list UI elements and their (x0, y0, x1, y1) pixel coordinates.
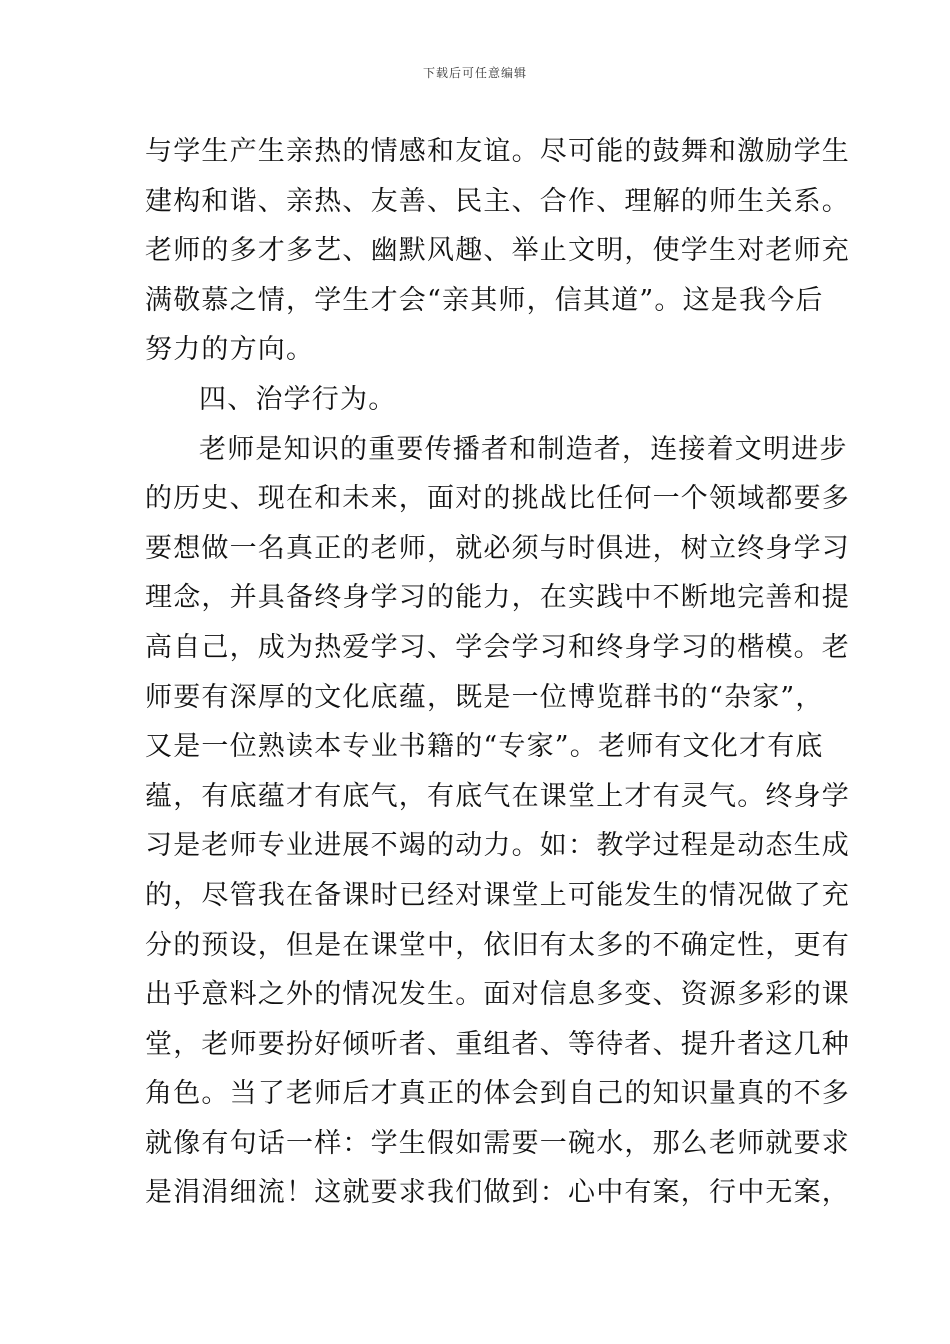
text-line: 分的预设，但是在课堂中，依旧有太多的不确定性，更有 (145, 929, 850, 961)
section-heading: 四、治学行为。 (199, 383, 397, 415)
text-line: 师要有深厚的文化底蕴，既是一位博览群书的“杂家”， (145, 681, 824, 713)
text-line: 与学生产生亲热的情感和友谊。尽可能的鼓舞和激励学生 (145, 136, 850, 167)
document-body (145, 127, 850, 1218)
text-line: 是涓涓细流！这就要求我们做到：心中有案，行中无案， (145, 1177, 850, 1209)
text-line: 的历史、现在和未来，面对的挑战比任何一个领域都要多 (145, 483, 850, 515)
header-note: 下载后可任意编辑 (422, 66, 527, 80)
text-line: 出乎意料之外的情况发生。面对信息多变、资源多彩的课 (145, 979, 850, 1011)
text-line: 老师是知识的重要传播者和制造者，连接着文明进步 (199, 433, 848, 465)
text-line: 高自己，成为热爱学习、学会学习和终身学习的楷模。老 (145, 631, 850, 663)
text-line: 努力的方向。 (145, 334, 315, 366)
text-line: 建构和谐、亲热、友善、民主、合作、理解的师生关系。 (145, 185, 850, 217)
text-line: 就像有句话一样：学生假如需要一碗水，那么老师就要求 (145, 1127, 850, 1159)
text-line: 理念，并具备终身学习的能力，在实践中不断地完善和提 (145, 582, 850, 614)
text-line: 的，尽管我在备课时已经对课堂上可能发生的情况做了充 (145, 879, 850, 911)
text-line: 要想做一名真正的老师，就必须与时俱进，树立终身学习 (145, 532, 850, 564)
text-line: 习是老师专业进展不竭的动力。如：教学过程是动态生成 (145, 830, 850, 862)
text-line: 满敬慕之情，学生才会“亲其师，信其道”。这是我今后 (145, 284, 824, 316)
text-line: 又是一位熟读本专业书籍的“专家”。老师有文化才有底 (145, 731, 824, 763)
text-line: 老师的多才多艺、幽默风趣、举止文明，使学生对老师充 (145, 235, 850, 267)
text-line: 蕴，有底蕴才有底气，有底气在课堂上才有灵气。终身学 (145, 780, 850, 812)
text-line: 角色。当了老师后才真正的体会到自己的知识量真的不多 (145, 1078, 850, 1110)
text-line: 堂，老师要扮好倾听者、重组者、等待者、提升者这几种 (145, 1028, 850, 1060)
